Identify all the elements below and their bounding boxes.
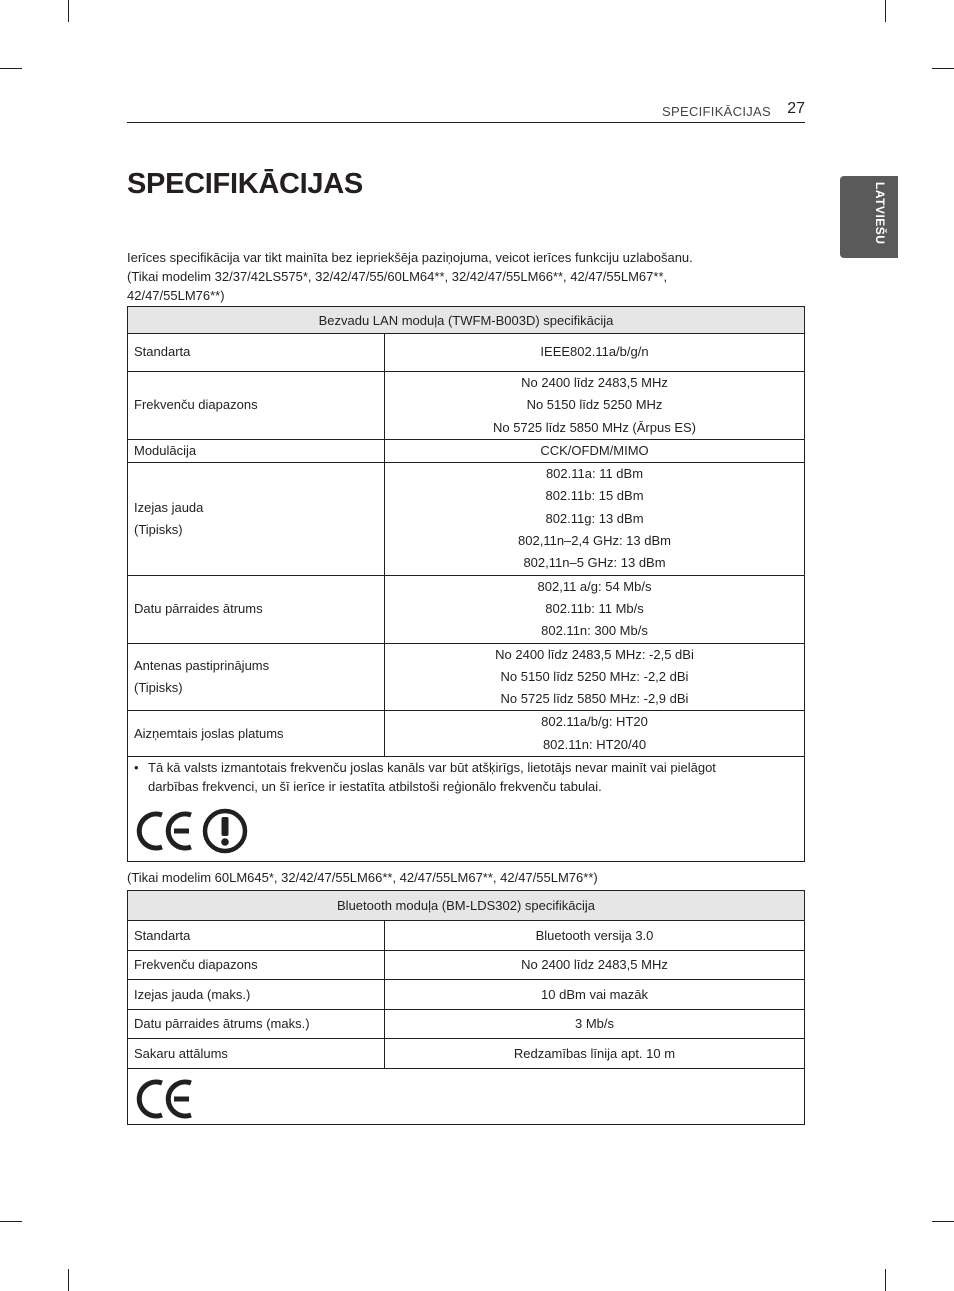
intro-line: (Tikai modelim 32/37/42LS575*, 32/42/47/55/60LM64**, 32/42/47/55LM66**, 42/47/55LM67**, [127, 269, 668, 284]
intro-text [127, 248, 807, 305]
wlan-note [128, 757, 804, 796]
spec-value-line: 802,11n–2,4 GHz: 13 dBm [518, 533, 671, 549]
table-row [128, 463, 805, 575]
spec-value: 10 dBm vai mazāk [385, 980, 805, 1010]
spec-value-line: 802.11n: 300 Mb/s [541, 623, 648, 639]
table-row [128, 643, 805, 711]
table-row [128, 1039, 805, 1069]
bt-spec-table [127, 890, 805, 1125]
spec-label [128, 439, 385, 462]
spec-label [128, 575, 385, 643]
intro-line: Ierīces specifikācija var tikt mainīta bez iepriekšēja paziņojuma, veicot ierīces funkciju uzlabošanu. [127, 250, 693, 265]
spec-value: 3 Mb/s [385, 1009, 805, 1039]
table-row [128, 575, 805, 643]
spec-label: Izejas jauda (maks.) [128, 980, 385, 1010]
spec-value-line: 802.11b: 15 dBm [545, 488, 644, 504]
spec-label-line: Datu pārraides ātrums [134, 600, 263, 616]
wlan-table-body [128, 334, 805, 757]
note-line: darbības frekvenci, un šī ierīce ir iestatīta atbilstoši reģionālo frekvenču tabulai. [148, 779, 602, 795]
spec-label: Datu pārraides ātrums (maks.) [128, 1009, 385, 1039]
spec-value: Bluetooth versija 3.0 [385, 921, 805, 951]
running-title: SPECIFIKĀCIJAS [662, 104, 771, 119]
crop-mark [932, 68, 954, 69]
spec-label [128, 643, 385, 711]
spec-value-line: IEEE802.11a/b/g/n [540, 344, 649, 360]
certification-marks [128, 796, 804, 854]
language-tab [840, 176, 898, 258]
spec-value [385, 463, 805, 575]
spec-value [385, 711, 805, 757]
bt-ce-cell [128, 1068, 805, 1124]
spec-value [385, 372, 805, 440]
spec-label-line: (Tipisks) [134, 521, 183, 537]
spec-label [128, 463, 385, 575]
crop-mark [0, 1221, 22, 1222]
spec-value-line: 802,11n–5 GHz: 13 dBm [523, 555, 666, 571]
table-row [128, 950, 805, 980]
table-row [128, 980, 805, 1010]
table-row [128, 1009, 805, 1039]
language-tab-label: LATVIEŠU [873, 182, 887, 245]
wlan-spec-table [127, 306, 805, 862]
bt-table-title: Bluetooth moduļa (BM-LDS302) specifikācija [128, 891, 805, 921]
spec-value-line: No 5725 līdz 5850 MHz (Ārpus ES) [492, 419, 697, 435]
spec-value: No 2400 līdz 2483,5 MHz [385, 950, 805, 980]
bt-caption: (Tikai modelim 60LM645*, 32/42/47/55LM66**, 42/47/55LM67**, 42/47/55LM76**) [127, 870, 598, 885]
note-bullet: • [134, 760, 139, 776]
spec-label-line: Modulācija [134, 442, 197, 458]
page-title: SPECIFIKĀCIJAS [127, 168, 363, 200]
table-row [128, 711, 805, 757]
table-row [128, 372, 805, 440]
spec-value-line: No 5725 līdz 5850 MHz: -2,9 dBi [500, 691, 689, 707]
crop-mark [68, 0, 69, 22]
bt-table-body [128, 921, 805, 1069]
page-number: 27 [787, 100, 805, 117]
spec-value-line: 802.11g: 13 dBm [545, 510, 644, 526]
spec-value-line: 802,11 a/g: 54 Mb/s [537, 578, 652, 594]
spec-label: Standarta [128, 921, 385, 951]
spec-value-line: No 5150 līdz 5250 MHz: -2,2 dBi [500, 668, 689, 684]
class-2-alert-icon [202, 808, 248, 854]
spec-value [385, 334, 805, 372]
spec-value [385, 643, 805, 711]
ce-mark-icon [136, 809, 196, 853]
spec-label: Sakaru attālums [128, 1039, 385, 1069]
spec-label: Frekvenču diapazons [128, 950, 385, 980]
wlan-table-title: Bezvadu LAN moduļa (TWFM-B003D) specifikācija [128, 307, 805, 334]
crop-mark [68, 1269, 69, 1291]
spec-label [128, 711, 385, 757]
table-row [128, 439, 805, 462]
spec-value-line: 802.11n: HT20/40 [542, 736, 647, 752]
spec-label-line: Antenas pastiprinājums [134, 657, 270, 673]
spec-label-line: Frekvenču diapazons [134, 397, 258, 413]
spec-value [385, 575, 805, 643]
crop-mark [885, 1269, 886, 1291]
table-row [128, 921, 805, 951]
spec-label-line: Standarta [134, 344, 191, 360]
spec-value-line: No 5150 līdz 5250 MHz [526, 397, 663, 413]
spec-value-line: 802.11a: 11 dBm [545, 466, 644, 482]
spec-value-line: 802.11b: 11 Mb/s [545, 600, 644, 616]
spec-value-line: 802.11a/b/g: HT20 [541, 714, 648, 730]
wlan-note-cell [128, 757, 805, 862]
crop-mark [885, 0, 886, 22]
intro-line: 42/47/55LM76**) [127, 288, 225, 303]
spec-value-line: No 2400 līdz 2483,5 MHz: -2,5 dBi [495, 646, 694, 662]
spec-label-line: (Tipisks) [134, 680, 183, 695]
running-header [127, 100, 805, 123]
spec-value [385, 439, 805, 462]
table-row [128, 334, 805, 372]
spec-label-line: Aizņemtais joslas platums [134, 725, 284, 741]
spec-value-line: CCK/OFDM/MIMO [540, 442, 649, 458]
spec-label [128, 372, 385, 440]
spec-label [128, 334, 385, 372]
crop-mark [932, 1221, 954, 1222]
crop-mark [0, 68, 22, 69]
spec-value: Redzamības līnija apt. 10 m [385, 1039, 805, 1069]
ce-mark-icon [136, 1077, 196, 1121]
spec-value-line: No 2400 līdz 2483,5 MHz [521, 375, 668, 390]
note-line: Tā kā valsts izmantotais frekvenču joslas kanāls var būt atšķirīgs, lietotājs nevar mainīt vai pielāgot [148, 760, 716, 776]
spec-label-line: Izejas jauda [134, 499, 204, 515]
